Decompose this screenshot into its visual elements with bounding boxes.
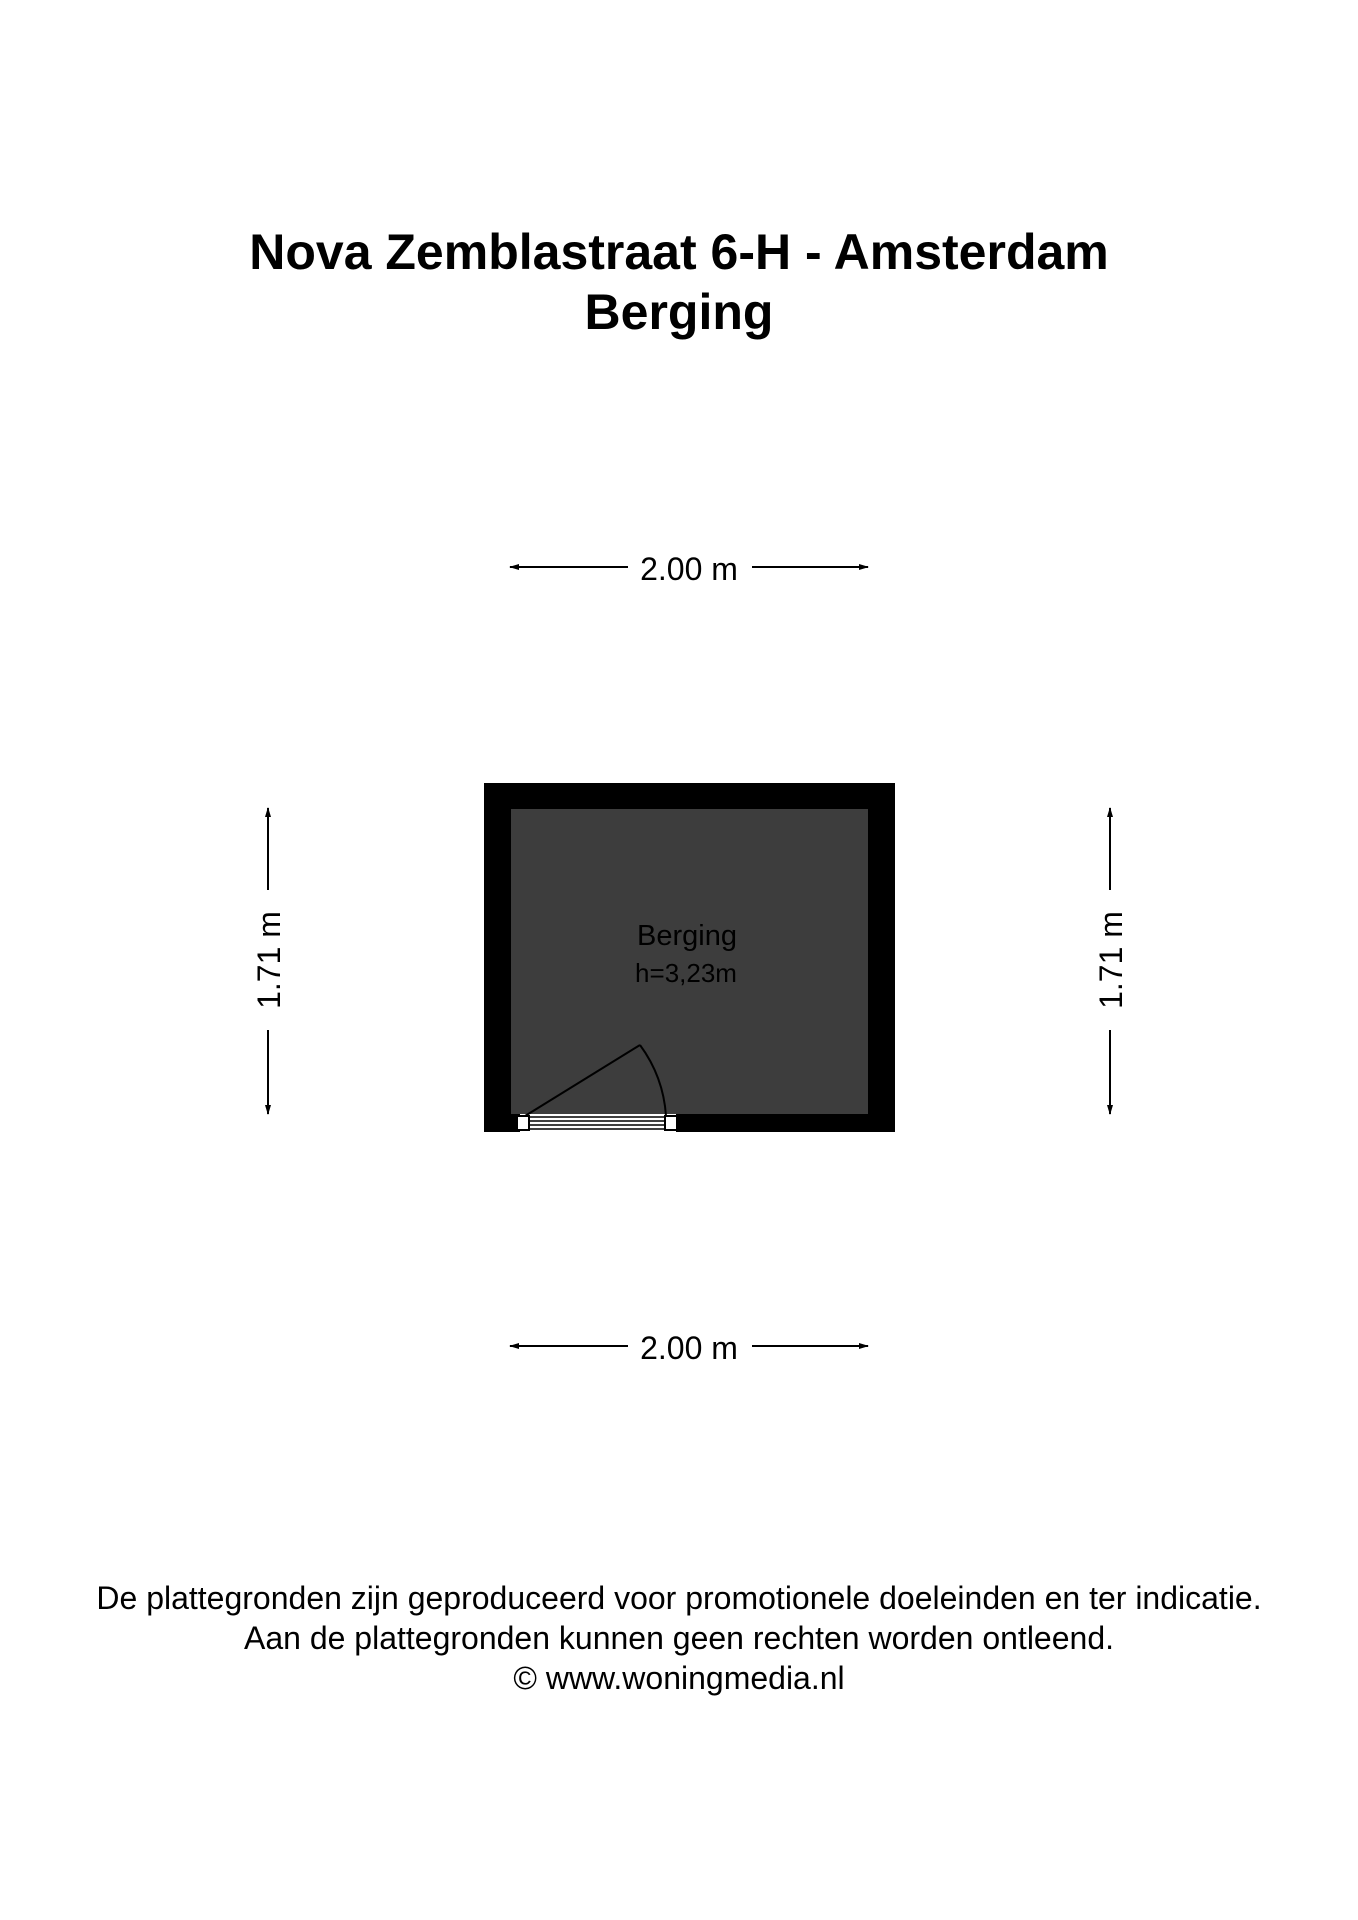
dimension-bottom <box>510 1330 868 1366</box>
room-berging <box>484 783 895 1132</box>
door-frame-right <box>665 1116 677 1130</box>
dimension-label-bottom: 2.00 m <box>640 1330 738 1366</box>
dimension-label-left: 1.71 m <box>251 911 287 1009</box>
dimension-left <box>251 808 287 1114</box>
room-label: Berging <box>637 920 737 952</box>
disclaimer-line: De plattegronden zijn geproduceerd voor promotionele doeleinden en ter indicatie. <box>96 1580 1262 1616</box>
page-subtitle: Berging <box>584 284 774 340</box>
page-title: Nova Zemblastraat 6-H - Amsterdam <box>249 224 1109 280</box>
dimension-top <box>510 551 868 587</box>
dimension-label-top: 2.00 m <box>640 551 738 587</box>
room-height-label: h=3,23m <box>635 958 737 988</box>
dimension-label-right: 1.71 m <box>1093 911 1129 1009</box>
disclaimer-line: Aan de plattegronden kunnen geen rechten worden ontleend. <box>243 1620 1114 1656</box>
copyright-text: © www.woningmedia.nl <box>513 1660 845 1696</box>
dimension-right <box>1093 808 1129 1114</box>
door-frame-left <box>517 1116 529 1130</box>
